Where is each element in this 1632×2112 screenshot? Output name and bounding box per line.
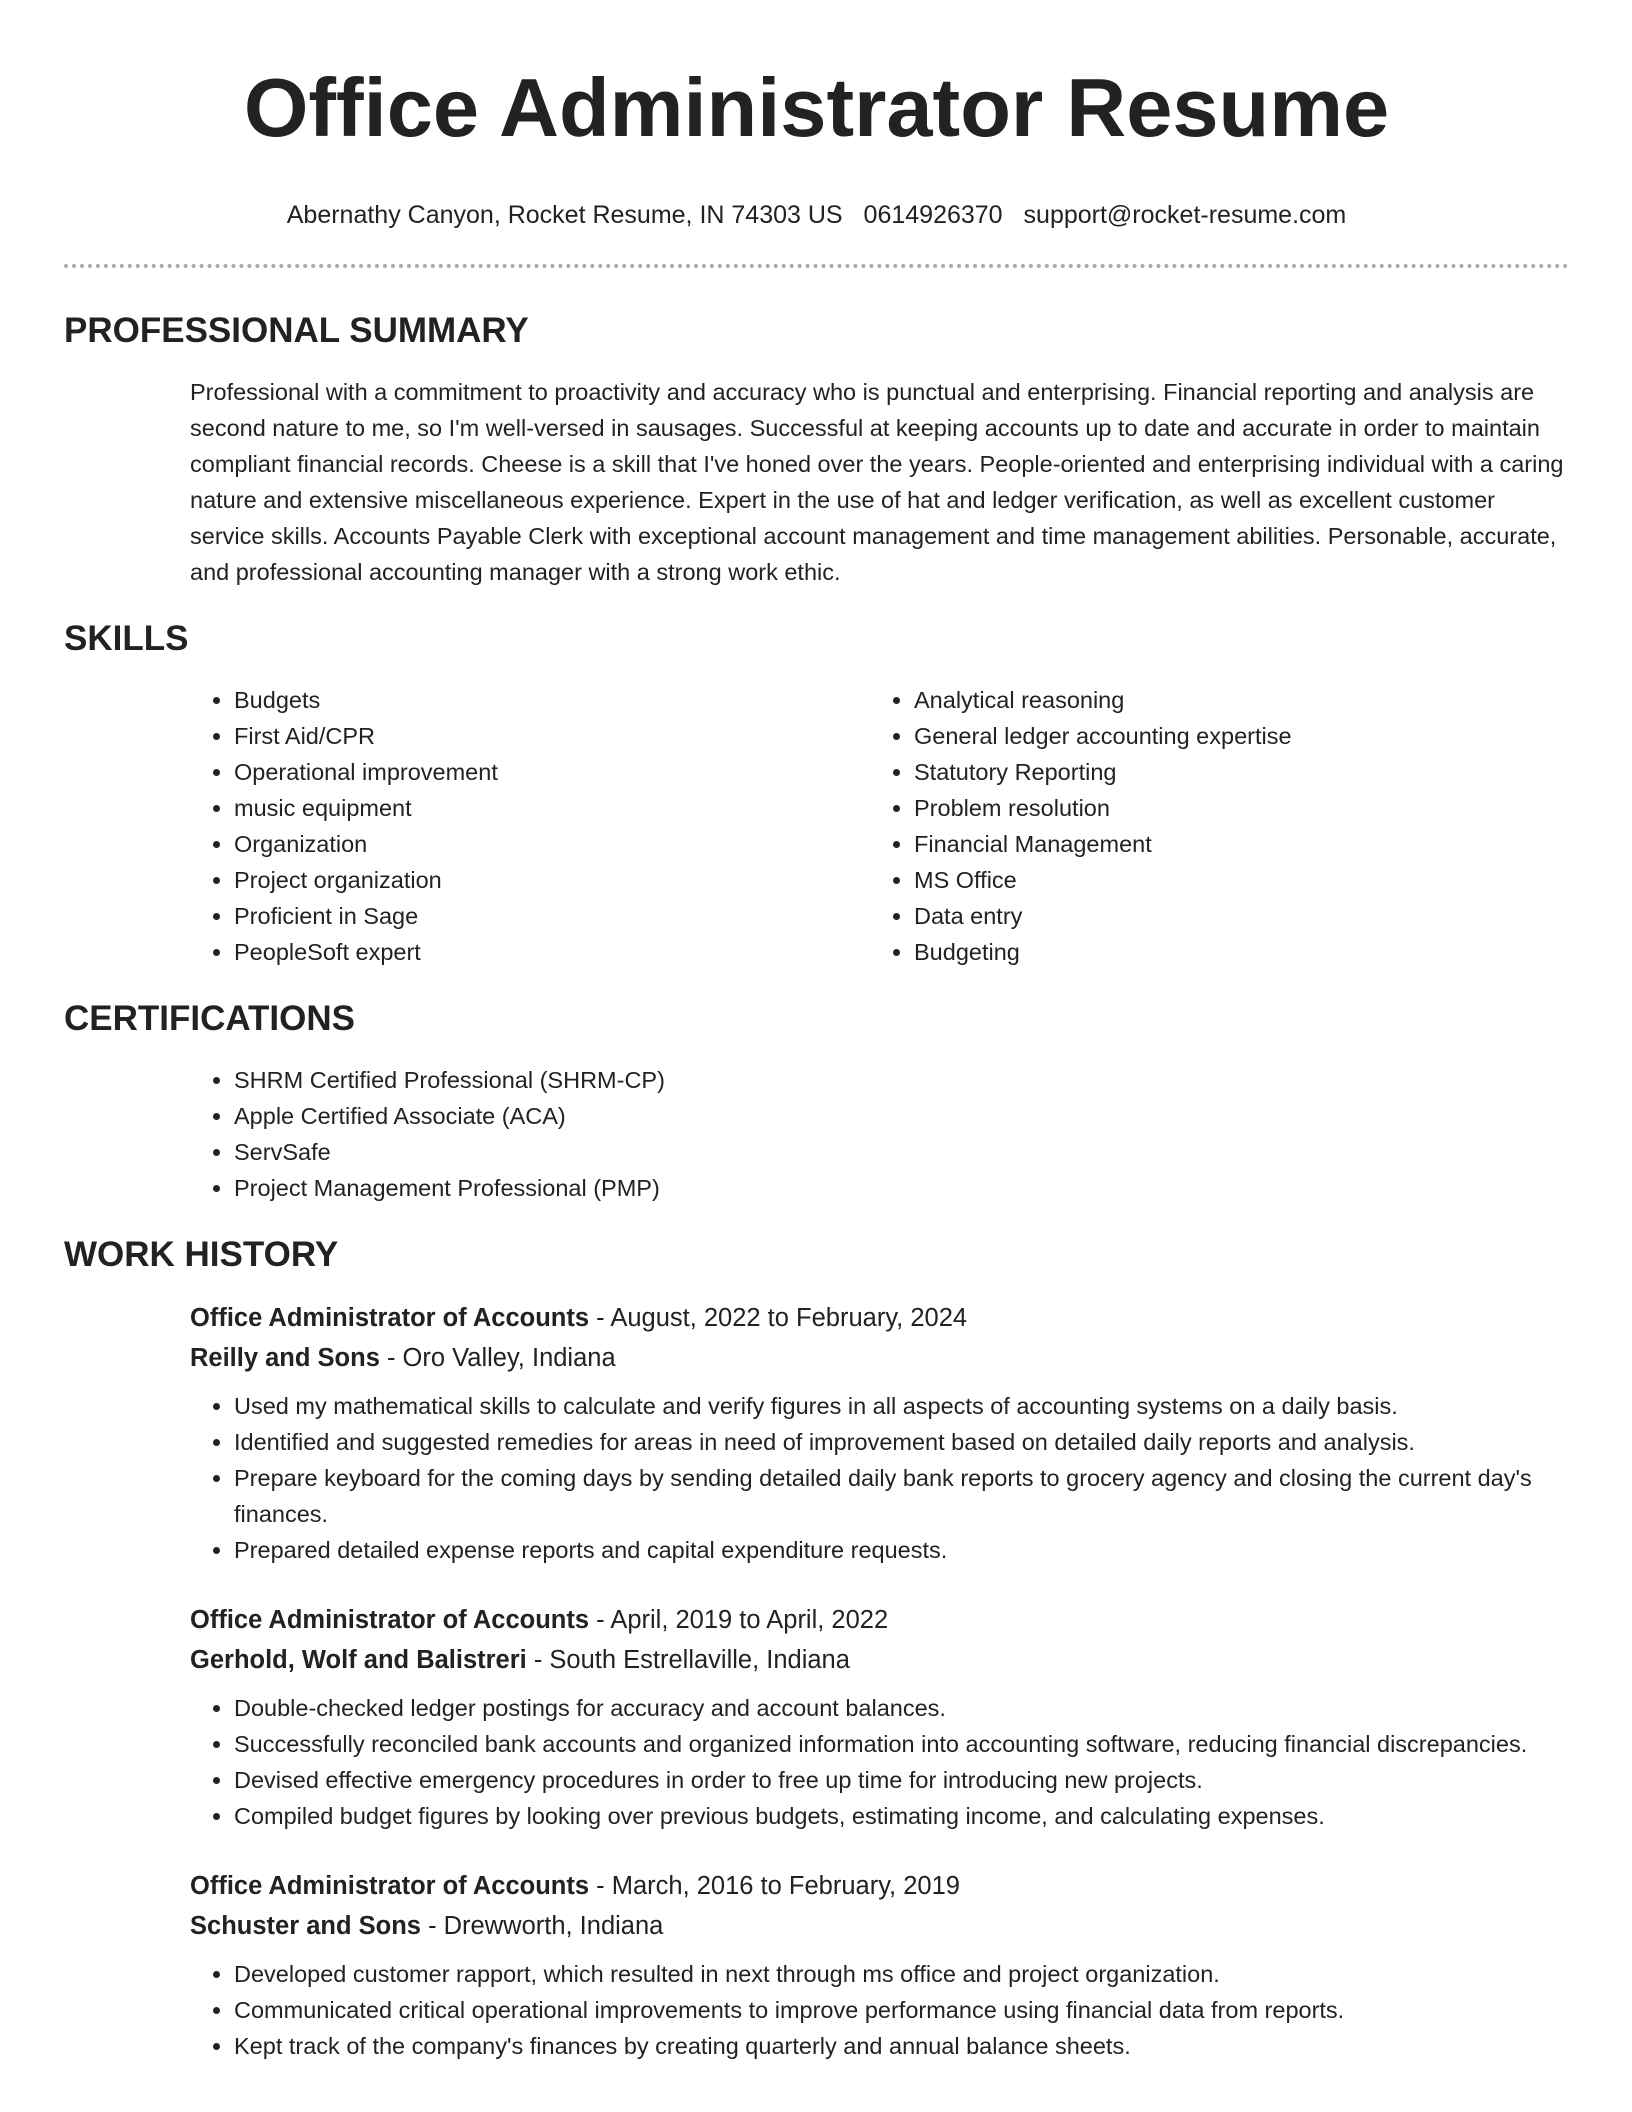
skill-item: • Financial Management xyxy=(914,826,1550,862)
skills-list-left xyxy=(190,682,870,970)
job-dates: - March, 2016 to February, 2019 xyxy=(589,1872,960,1900)
certifications-block xyxy=(190,1062,1569,1206)
skill-item: • Budgets xyxy=(234,682,870,718)
work-history-heading: WORK HISTORY xyxy=(64,1235,339,1274)
skill-item: • General ledger accounting expertise xyxy=(914,718,1550,754)
job-duty-item: • Developed customer rapport, which resulted in next through ms office and project organization. xyxy=(234,1956,1569,1992)
job-company-line xyxy=(190,1640,1569,1680)
job-dates: - April, 2019 to April, 2022 xyxy=(589,1606,889,1634)
job-location: - Oro Valley, Indiana xyxy=(379,1344,616,1372)
job-entry xyxy=(190,1600,1569,1834)
skills-column-right xyxy=(870,682,1550,970)
header-divider xyxy=(64,264,1569,268)
skill-item: • Operational improvement xyxy=(234,754,870,790)
skill-item: • Budgeting xyxy=(914,934,1550,970)
job-dates: - August, 2022 to February, 2024 xyxy=(589,1304,968,1332)
certification-item: • Apple Certified Associate (ACA) xyxy=(234,1098,1569,1134)
summary-text: Professional with a commitment to proactivity and accuracy who is punctual and enterprising. Financial reporting and analysis are second nature to me, so I'm well-versed in sausages. Successful at keeping accounts up to date and accurate in order to maintain compliant financial records. Cheese is a skill that I've honed over the years. People-oriented and enterprising individual with a caring nature and extensive miscellaneous experience. Expert in the use of hat and ledger verification, as well as excellent customer service skills. Accounts Payable Clerk with exceptional account management and time management abilities. Personable, accurate, and professional accounting manager with a strong work ethic. xyxy=(190,379,1564,585)
certifications-heading: CERTIFICATIONS xyxy=(64,999,356,1038)
job-location: - Drewworth, Indiana xyxy=(420,1912,664,1940)
job-duty-item: • Double-checked ledger postings for accuracy and account balances. xyxy=(234,1690,1569,1726)
job-title: Office Administrator of Accounts xyxy=(190,1606,590,1634)
certification-item: • Project Management Professional (PMP) xyxy=(234,1170,1569,1206)
certification-item: • SHRM Certified Professional (SHRM-CP) xyxy=(234,1062,1569,1098)
job-entry xyxy=(190,1298,1569,1568)
job-company-line xyxy=(190,1906,1569,1946)
certifications-list xyxy=(190,1062,1569,1206)
job-duty-item: • Kept track of the company's finances by creating quarterly and annual balance sheets. xyxy=(234,2028,1569,2064)
job-title-line xyxy=(190,1600,1569,1640)
job-entry xyxy=(190,1866,1569,2064)
skill-item: • music equipment xyxy=(234,790,870,826)
job-duty-item: • Identified and suggested remedies for areas in need of improvement based on detailed daily reports and analysis. xyxy=(234,1424,1569,1460)
contact-line xyxy=(64,200,1569,230)
job-duty-item: • Successfully reconciled bank accounts and organized information into accounting software, reducing financial discrepancies. xyxy=(234,1726,1569,1762)
skill-item: • PeopleSoft expert xyxy=(234,934,870,970)
job-duty-item: • Prepare keyboard for the coming days by sending detailed daily bank reports to grocery agency and closing the current day's finances. xyxy=(234,1460,1569,1532)
job-duty-item: • Compiled budget figures by looking over previous budgets, estimating income, and calculating expenses. xyxy=(234,1798,1569,1834)
skill-item: • First Aid/CPR xyxy=(234,718,870,754)
contact-phone: 0614926370 xyxy=(863,201,1003,229)
job-duties-list xyxy=(190,1388,1569,1568)
contact-email: support@rocket-resume.com xyxy=(1023,201,1347,229)
skill-item: • Organization xyxy=(234,826,870,862)
job-duty-item: • Devised effective emergency procedures in order to free up time for introducing new projects. xyxy=(234,1762,1569,1798)
skills-list-right xyxy=(870,682,1550,970)
skills-grid xyxy=(190,682,1569,970)
resume-title: Office Administrator Resume xyxy=(243,61,1390,154)
job-duties-list xyxy=(190,1956,1569,2064)
skill-item: • Problem resolution xyxy=(914,790,1550,826)
skill-item: • Project organization xyxy=(234,862,870,898)
certification-item: • ServSafe xyxy=(234,1134,1569,1170)
job-company: Schuster and Sons xyxy=(190,1912,421,1940)
skill-item: • Statutory Reporting xyxy=(914,754,1550,790)
job-location: - South Estrellaville, Indiana xyxy=(526,1646,850,1674)
skills-heading: SKILLS xyxy=(64,619,189,658)
skill-item: • Proficient in Sage xyxy=(234,898,870,934)
job-company-line xyxy=(190,1338,1569,1378)
job-title-line xyxy=(190,1298,1569,1338)
job-title: Office Administrator of Accounts xyxy=(190,1872,590,1900)
job-title-line xyxy=(190,1866,1569,1906)
contact-address: Abernathy Canyon, Rocket Resume, IN 74303 US xyxy=(286,201,843,229)
job-company: Gerhold, Wolf and Balistreri xyxy=(190,1646,527,1674)
job-duties-list xyxy=(190,1690,1569,1834)
job-title: Office Administrator of Accounts xyxy=(190,1304,590,1332)
skill-item: • MS Office xyxy=(914,862,1550,898)
job-duty-item: • Prepared detailed expense reports and capital expenditure requests. xyxy=(234,1532,1569,1568)
job-duty-item: • Communicated critical operational improvements to improve performance using financial data from reports. xyxy=(234,1992,1569,2028)
skill-item: • Analytical reasoning xyxy=(914,682,1550,718)
skill-item: • Data entry xyxy=(914,898,1550,934)
summary-heading: PROFESSIONAL SUMMARY xyxy=(64,311,529,350)
skills-column-left xyxy=(190,682,870,970)
job-company: Reilly and Sons xyxy=(190,1344,380,1372)
job-duty-item: • Used my mathematical skills to calculate and verify figures in all aspects of accounting systems on a daily basis. xyxy=(234,1388,1569,1424)
